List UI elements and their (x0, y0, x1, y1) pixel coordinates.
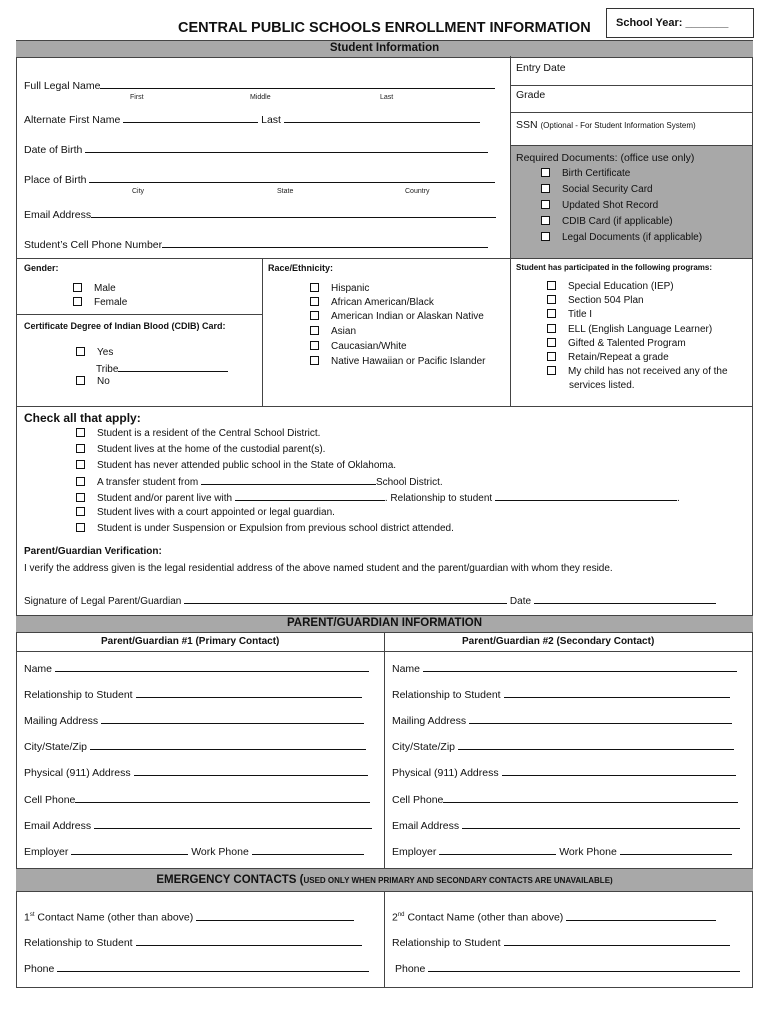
parent2-title: Parent/Guardian #2 (Secondary Contact) (462, 636, 655, 647)
entry-date-field[interactable]: Entry Date (516, 62, 566, 74)
relationship-label: . Relationship to student (384, 493, 493, 504)
cdib-yes-option[interactable] (76, 347, 113, 359)
field-label: Relationship to Student (24, 689, 133, 701)
checkbox-icon[interactable] (547, 281, 556, 290)
race-label: Native Hawaiian or Pacific Islander (331, 356, 486, 367)
p2-email-field[interactable] (392, 819, 740, 832)
program-label: Gifted & Talented Program (568, 338, 686, 349)
race-option[interactable] (310, 311, 484, 323)
ssn-field[interactable] (516, 119, 696, 132)
checkbox-icon[interactable] (76, 493, 85, 502)
phone-label: Phone (24, 963, 55, 975)
program-option[interactable] (547, 295, 644, 307)
check-item[interactable] (76, 523, 454, 535)
field-label: Mailing Address (392, 715, 467, 727)
email-address-field[interactable] (24, 208, 496, 221)
ssn-label: SSN (516, 119, 538, 131)
p2-city-state-zip-field[interactable] (392, 740, 734, 753)
gender-option-male[interactable] (73, 283, 116, 295)
p1-employer-field[interactable] (24, 845, 364, 858)
contact2-name-field[interactable] (392, 909, 716, 924)
checkbox-icon[interactable] (76, 523, 85, 532)
checkbox-icon[interactable] (310, 297, 319, 306)
checkbox-icon[interactable] (73, 283, 82, 292)
required-doc-label: Legal Documents (if applicable) (562, 232, 703, 243)
place-of-birth-field[interactable] (24, 173, 495, 186)
emergency-subtitle: USED ONLY WHEN PRIMARY AND SECONDARY CONTACTS ARE UNAVAILABLE) (303, 876, 613, 885)
field-label: Email Address (24, 820, 92, 832)
required-doc-label: CDIB Card (if applicable) (562, 216, 673, 227)
employer-label: Employer (24, 846, 69, 858)
checkbox-icon[interactable] (541, 168, 550, 177)
ssn-note: (Optional - For Student Information System) (540, 121, 696, 130)
race-title: Race/Ethnicity: (268, 263, 334, 273)
program-continuation: services listed. (569, 380, 635, 391)
p1-cell-phone-field[interactable] (24, 793, 370, 806)
gender-label: Male (94, 283, 116, 294)
program-option[interactable] (547, 309, 592, 321)
cell-phone-field[interactable] (24, 238, 488, 251)
p1-email-field[interactable] (24, 819, 372, 832)
race-option[interactable] (310, 356, 486, 368)
contact1-phone-field[interactable] (24, 962, 369, 975)
school-year-box[interactable] (606, 8, 754, 38)
transfer-item[interactable] (76, 475, 443, 489)
checkbox-icon[interactable] (76, 376, 85, 385)
relationship-label: Relationship to Student (392, 937, 501, 949)
field-label: Relationship to Student (392, 689, 501, 701)
required-doc-item[interactable] (541, 184, 653, 196)
p1-relationship-field[interactable] (24, 688, 362, 701)
checkbox-icon[interactable] (541, 216, 550, 225)
contact2-ordinal: nd (397, 912, 405, 918)
contact1-label: Contact Name (other than above) (34, 911, 194, 924)
p2-employer-field[interactable] (392, 845, 732, 858)
required-documents-panel (511, 146, 752, 258)
transfer-suffix: School District. (375, 477, 443, 488)
parent1-title: Parent/Guardian #1 (Primary Contact) (101, 636, 280, 647)
p2-physical-address-field[interactable] (392, 766, 736, 779)
required-doc-label: Updated Shot Record (562, 200, 659, 211)
contact2-relationship-field[interactable] (392, 936, 730, 949)
race-option[interactable] (310, 326, 356, 338)
alternate-first-name-field[interactable] (24, 113, 480, 126)
gender-option-female[interactable] (73, 297, 127, 309)
page-title: CENTRAL PUBLIC SCHOOLS ENROLLMENT INFORMATION (178, 20, 591, 36)
cdib-yes-label: Yes (97, 347, 114, 358)
contact1-relationship-field[interactable] (24, 936, 362, 949)
required-docs-title: Required Documents: (office use only) (516, 152, 695, 164)
checkbox-icon[interactable] (73, 297, 82, 306)
checkbox-icon[interactable] (310, 326, 319, 335)
field-label: Cell Phone (24, 794, 76, 806)
check-item[interactable] (76, 444, 325, 456)
work-phone-label: Work Phone (559, 846, 617, 858)
required-doc-item[interactable] (541, 216, 673, 228)
p1-physical-address-field[interactable] (24, 766, 368, 779)
verification-title: Parent/Guardian Verification: (24, 546, 162, 557)
program-label: ELL (English Language Learner) (568, 324, 713, 335)
state-sublabel: State (277, 188, 294, 195)
cdib-no-option[interactable] (76, 376, 110, 388)
field-label: Name (24, 663, 53, 675)
check-item-label: Student lives at the home of the custodial parent(s). (97, 444, 326, 455)
alternate-first-name-label: Alternate First Name (24, 114, 121, 126)
race-label: Hispanic (331, 283, 370, 294)
work-phone-label: Work Phone (191, 846, 249, 858)
full-legal-name-field[interactable] (24, 79, 495, 92)
contact1-ordinal: st (29, 912, 35, 918)
check-item-label: Student is a resident of the Central School District. (97, 428, 321, 439)
lives-with-label: Student and/or parent live with (97, 493, 233, 504)
signature-label: Signature of Legal Parent/Guardian (24, 596, 182, 607)
checkbox-icon[interactable] (76, 428, 85, 437)
verification-statement: I verify the address given is the legal residential address of the above named student and the parent/guardian with whom they reside. (24, 563, 613, 574)
p2-mailing-address-field[interactable] (392, 714, 732, 727)
contact1-number: 1 (24, 911, 30, 924)
student-info-header: Student Information (16, 40, 753, 58)
program-label: Retain/Repeat a grade (568, 352, 669, 363)
date-of-birth-field[interactable] (24, 143, 488, 156)
full-legal-name-label: Full Legal Name (24, 80, 101, 92)
last-sublabel: Last (380, 94, 394, 101)
field-label: Mailing Address (24, 715, 99, 727)
date-label: Date (509, 596, 532, 607)
lives-with-item[interactable]: Student and/or parent live with . Relationship to student . (76, 491, 680, 505)
field-label: Physical (911) Address (392, 767, 499, 779)
checkbox-icon[interactable] (541, 232, 550, 241)
place-of-birth-label: Place of Birth (24, 174, 87, 186)
program-option[interactable] (547, 338, 686, 350)
emergency-contacts-header (16, 868, 753, 892)
race-label: American Indian or Alaskan Native (331, 311, 484, 322)
required-doc-item[interactable] (541, 232, 702, 244)
race-label: Caucasian/White (331, 341, 407, 352)
phone-label: Phone (395, 963, 426, 975)
check-item[interactable] (76, 507, 335, 519)
program-option[interactable] (547, 352, 669, 364)
checkbox-icon[interactable] (541, 184, 550, 193)
checkbox-icon[interactable] (547, 338, 556, 347)
race-option[interactable] (310, 341, 407, 353)
checkbox-icon[interactable] (76, 477, 85, 486)
checkbox-icon[interactable] (541, 200, 550, 209)
programs-title: Student has participated in the following programs: (516, 263, 713, 272)
check-item-label: Student is under Suspension or Expulsion from previous school district attended. (97, 523, 454, 534)
race-label: Asian (331, 326, 357, 337)
checkbox-icon[interactable] (547, 352, 556, 361)
middle-sublabel: Middle (250, 94, 271, 101)
school-year-label: School Year: _______ (616, 17, 729, 29)
program-option[interactable] (547, 324, 712, 336)
field-label: Cell Phone (392, 794, 444, 806)
checkbox-icon[interactable] (547, 366, 556, 375)
email-address-label: Email Address (24, 209, 92, 221)
first-sublabel: First (130, 94, 144, 101)
checkbox-icon[interactable] (310, 341, 319, 350)
required-doc-label: Social Security Card (562, 184, 653, 195)
grade-field[interactable]: Grade (516, 89, 546, 101)
checkbox-icon[interactable] (76, 460, 85, 469)
contact2-number: 2 (392, 911, 398, 924)
program-label: My child has not received any of the (568, 366, 728, 377)
contact1-name-field[interactable] (24, 909, 354, 924)
race-label: African American/Black (331, 297, 434, 308)
field-label: City/State/Zip (392, 741, 456, 753)
program-option[interactable] (547, 366, 728, 378)
p2-name-field[interactable] (392, 662, 737, 675)
program-label: Title I (568, 309, 593, 320)
race-option[interactable] (310, 297, 434, 309)
cell-phone-label: Student’s Cell Phone Number (24, 239, 163, 251)
field-label: Name (392, 663, 421, 675)
p1-name-field[interactable] (24, 662, 369, 675)
parent-guardian-header: PARENT/GUARDIAN INFORMATION (16, 615, 753, 633)
program-option[interactable] (547, 281, 674, 293)
gender-title: Gender: (24, 263, 59, 273)
check-all-title: Check all that apply: (24, 411, 141, 425)
city-sublabel: City (132, 188, 145, 195)
p1-mailing-address-field[interactable] (24, 714, 364, 727)
signature-field[interactable] (24, 594, 716, 608)
checkbox-icon[interactable] (547, 324, 556, 333)
emergency-title: EMERGENCY CONTACTS ( (156, 874, 304, 886)
checkbox-icon[interactable] (547, 295, 556, 304)
contact2-label: Contact Name (other than above) (404, 911, 564, 924)
check-item-label: Student lives with a court appointed or legal guardian. (97, 507, 335, 518)
field-label: Physical (911) Address (24, 767, 131, 779)
cdib-no-label: No (97, 376, 110, 387)
required-doc-label: Birth Certificate (562, 168, 631, 179)
country-sublabel: Country (405, 188, 430, 195)
p1-city-state-zip-field[interactable] (24, 740, 366, 753)
relationship-label: Relationship to Student (24, 937, 133, 949)
p2-relationship-field[interactable] (392, 688, 730, 701)
contact2-phone-field[interactable] (395, 962, 740, 975)
program-label: Section 504 Plan (568, 295, 644, 306)
check-item[interactable] (76, 428, 320, 440)
checkbox-icon[interactable] (310, 311, 319, 320)
employer-label: Employer (392, 846, 437, 858)
field-label: Email Address (392, 820, 460, 832)
checkbox-icon[interactable] (310, 283, 319, 292)
checkbox-icon[interactable] (76, 507, 85, 516)
cdib-tribe-field[interactable] (96, 362, 228, 376)
date-of-birth-label: Date of Birth (24, 144, 83, 156)
cdib-title: Certificate Degree of Indian Blood (CDIB) Card: (24, 321, 226, 331)
checkbox-icon[interactable] (76, 347, 85, 356)
tribe-label: Tribe (96, 364, 119, 375)
checkbox-icon[interactable] (547, 309, 556, 318)
required-doc-item[interactable] (541, 168, 630, 180)
program-label: Special Education (IEP) (568, 281, 674, 292)
gender-label: Female (94, 297, 128, 308)
transfer-label: A transfer student from (97, 477, 199, 488)
field-label: City/State/Zip (24, 741, 88, 753)
check-item[interactable] (76, 460, 396, 472)
p2-cell-phone-field[interactable] (392, 793, 738, 806)
required-doc-item[interactable] (541, 200, 658, 212)
checkbox-icon[interactable] (310, 356, 319, 365)
last-label: Last (261, 114, 281, 126)
checkbox-icon[interactable] (76, 444, 85, 453)
check-item-label: Student has never attended public school in the State of Oklahoma. (97, 460, 397, 471)
race-option[interactable] (310, 283, 369, 295)
